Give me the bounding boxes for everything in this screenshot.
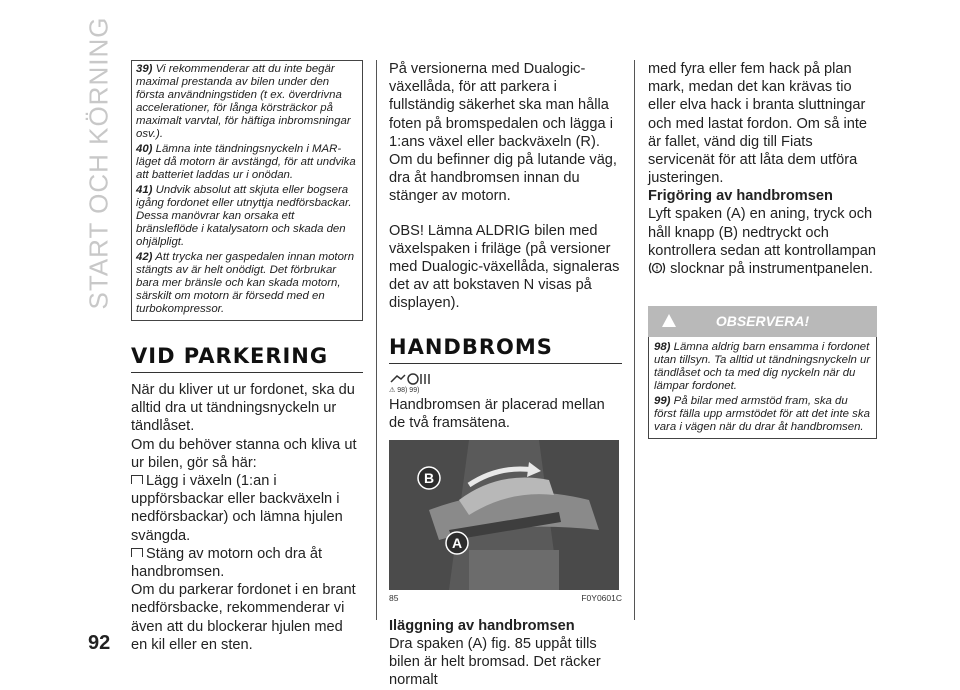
note-header: OBSERVERA! (648, 306, 877, 337)
handbrake-warning-icons (389, 370, 622, 386)
side-title: START OCH KÖRNING (83, 16, 114, 310)
bullet-item: Stäng av motorn och dra åt handbromsen. (131, 545, 323, 581)
body-paragraph: Handbromsen är placerad mellan de två framsätena. (389, 396, 605, 431)
section-heading-parking: VID PARKERING (131, 344, 363, 373)
warning-item: 40) Lämna inte tändningsnyckeln i MAR-läget då motorn är avstängd, för att undvika att batteriet laddas ur i onödan. (136, 143, 356, 181)
body-paragraph: Lyft spaken (A) en aning, tryck och håll knapp (B) nedtryckt och kontrollera sedan att kontrollampan slocknar på instrumentpanelen. (648, 206, 876, 278)
column-divider (634, 60, 635, 620)
subheading-engage: Iläggning av handbromsen (389, 618, 575, 635)
column-divider (376, 60, 377, 620)
handbrake-warning-lamp-icon (648, 261, 666, 275)
warning-item: 41) Undvik absolut att skjuta eller bogsera igång fordonet eller utnyttja nedförsbackar. Dessa manövrar kan orsaka ett bränsleflöde i katalysatorn och skada den ohjälpligt. (136, 184, 352, 248)
body-paragraph: Om du behöver stanna och kliva ut ur bilen, gör så här: (131, 436, 357, 471)
hand-warning-icon (389, 370, 433, 386)
column-2 (389, 60, 622, 690)
checkbox-bullet-icon (131, 475, 143, 484)
body-paragraph: När du kliver ut ur fordonet, ska du alltid dra ut tändningsnyckeln ur tändlåset. (131, 382, 355, 435)
reference-markers: ⚠ 98) 99) (389, 386, 420, 394)
body-paragraph: Om du parkerar fordonet i en brant nedförsbacke, rekommenderar vi även att du blockerar hjulen med en kil eller en sten. (131, 582, 356, 653)
note-item: 98) Lämna aldrig barn ensamma i fordonet utan tillsyn. Ta alltid ut tändningsnyckeln ur tändlåset och ta med dig nyckeln när du lämpar fordonet. (654, 341, 871, 393)
figure-label-b: B (423, 470, 435, 487)
note-body (648, 337, 877, 439)
bullet-item: Lägg i växeln (1:an i uppförsbackar eller backväxeln i nedförsbackar) och lämna hjulen svängda. (131, 473, 343, 544)
column-1 (131, 60, 363, 654)
note-box (648, 306, 877, 439)
warning-item: 42) Att trycka ner gaspedalen innan motorn stängts av är helt onödigt. Det förbrukar bara mer bränsle och kan skada motorn, särskilt om motorn är försedd med en turbokompressor. (136, 251, 355, 315)
checkbox-bullet-icon (131, 548, 143, 557)
note-item: 99) På bilar med armstöd fram, ska du först fälla upp armstödet för att det inte ska vara i vägen när du drar åt handbromsen. (654, 395, 870, 434)
body-paragraph: På versionerna med Dualogic-växellåda, för att parkera i fullständig säkerhet ska man hålla foten på bromspedalen och lägga i 1:ans växel eller backväxeln (R). Om du befinner dig på lutande väg, dra åt handbromsen innan du stänger av motorn. (389, 61, 617, 205)
figure-number: 85 (389, 593, 399, 604)
body-paragraph: med fyra eller fem hack på plan mark, medan det kan krävas tio eller elva hack i branta sluttningar och med lastat fordon. Om så inte är fallet, vänd dig till Fiats servicenät för att låta dem utföra justeringen. (648, 61, 868, 187)
section-heading-handbrake: HANDBROMS (389, 335, 622, 364)
figure-code: F0Y0601C (581, 593, 622, 604)
handbrake-photo (389, 440, 619, 590)
warning-box (131, 60, 363, 321)
column-3 (648, 60, 877, 439)
body-paragraph: OBS! Lämna ALDRIG bilen med växelspaken i friläge (på versioner med Dualogic-växellåda, signaleras det av att bokstaven N visas på displayen). (389, 222, 620, 312)
handbrake-illustration (389, 440, 619, 590)
figure-caption (389, 593, 622, 603)
warning-triangle-icon (662, 314, 676, 327)
warning-item: 39) Vi rekommenderar att du inte begär maximal prestanda av bilen under den första användningstiden (t ex. överdrivna accelerationer, för långa körsträckor på maximalt varvtal, för häftiga inbromsningar osv.). (136, 63, 351, 140)
subheading-release: Frigöring av handbromsen (648, 188, 833, 205)
page-number: 92 (88, 632, 111, 654)
figure-label-a: A (451, 535, 463, 552)
warning-triangle-icon: ⚠ (389, 386, 396, 394)
body-paragraph: Dra spaken (A) fig. 85 uppåt tills bilen är helt bromsad. Det räcker normalt (389, 636, 601, 689)
figure-85 (389, 440, 622, 603)
